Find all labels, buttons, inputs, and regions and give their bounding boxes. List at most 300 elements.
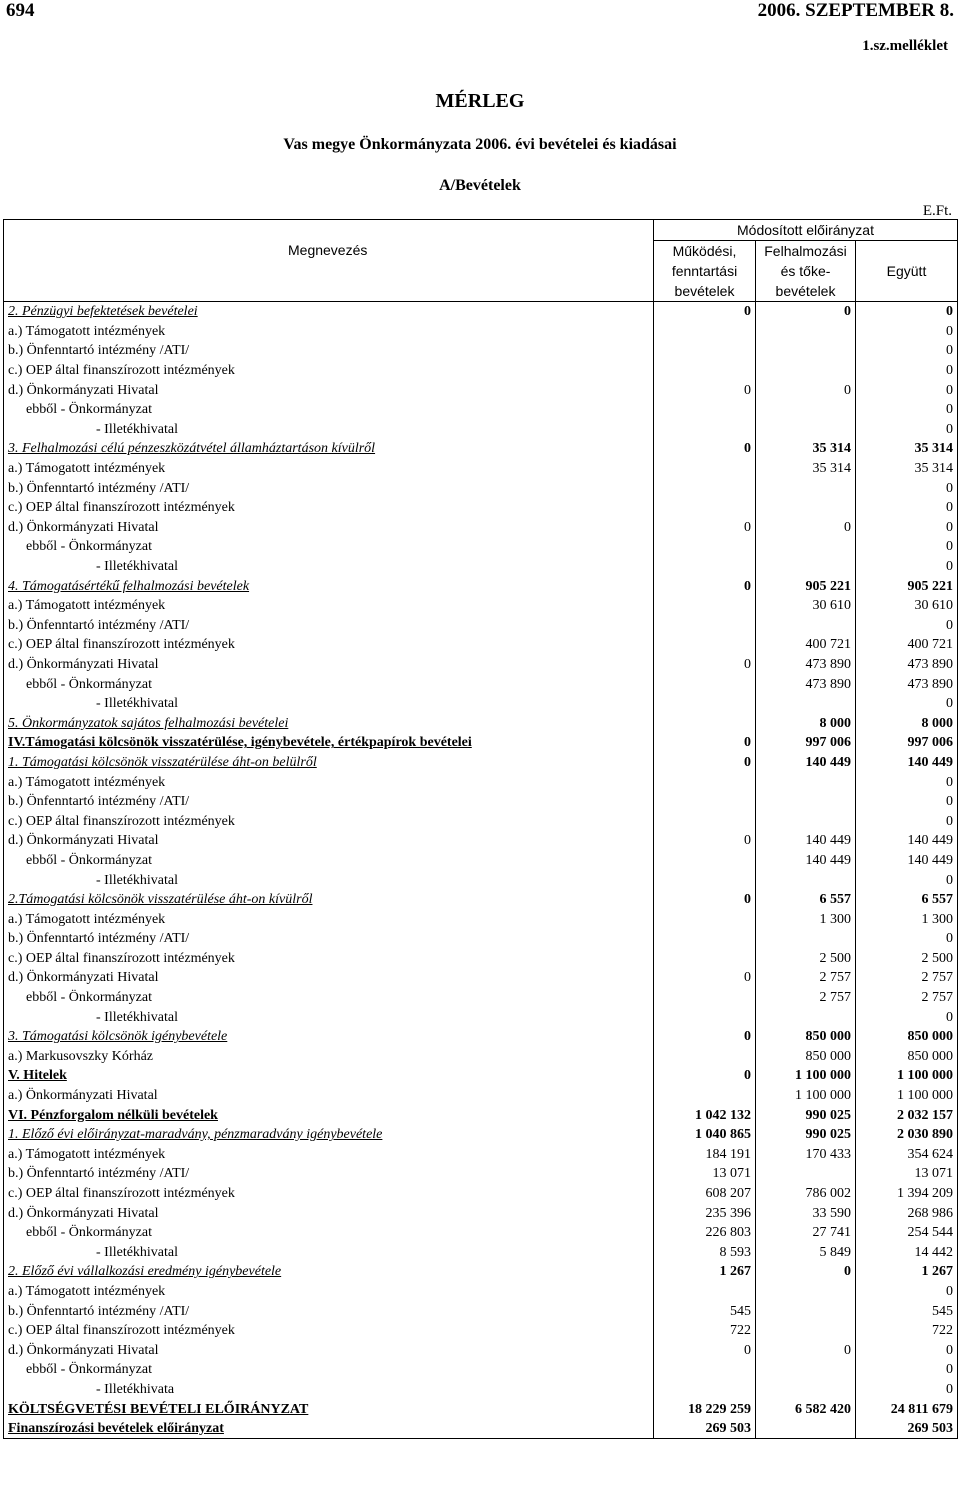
operating-value — [654, 674, 756, 694]
table-row — [4, 1105, 958, 1125]
row-label — [4, 1125, 654, 1145]
operating-value — [654, 400, 756, 420]
table-row — [4, 713, 958, 733]
row-label-text: c.) OEP által finanszírozott intézmények — [8, 363, 235, 379]
operating-value — [654, 870, 756, 890]
table-row — [4, 1047, 958, 1067]
total-value: 0 — [856, 302, 958, 322]
table-row — [4, 1360, 958, 1380]
table-row — [4, 1223, 958, 1243]
total-value: 905 221 — [856, 576, 958, 596]
row-label-text: ebből - Önkormányzat — [26, 990, 152, 1006]
total-value: 0 — [856, 616, 958, 636]
operating-value — [654, 929, 756, 949]
table-row — [4, 420, 958, 440]
total-value: 14 442 — [856, 1243, 958, 1263]
row-label-text: KÖLTSÉGVETÉSI BEVÉTELI ELŐIRÁNYZAT — [8, 1401, 309, 1417]
table-row — [4, 1145, 958, 1165]
row-label-text: b.) Önfenntartó intézmény /ATI/ — [8, 794, 190, 810]
total-value: 0 — [856, 361, 958, 381]
document-title: MÉRLEG — [435, 90, 525, 112]
row-label — [4, 655, 654, 675]
total-value: 0 — [856, 929, 958, 949]
row-label-text: d.) Önkormányzati Hivatal — [8, 833, 159, 849]
total-value: 30 610 — [856, 596, 958, 616]
row-label — [4, 1243, 654, 1263]
row-label-text: - Illetékhivatal — [96, 559, 179, 575]
row-label — [4, 831, 654, 851]
operating-value — [654, 322, 756, 342]
row-label — [4, 811, 654, 831]
row-label-text: d.) Önkormányzati Hivatal — [8, 1205, 159, 1221]
row-label — [4, 1066, 654, 1086]
total-value: 2 500 — [856, 949, 958, 969]
capital-value: 140 449 — [756, 831, 856, 851]
row-label — [4, 400, 654, 420]
table-row — [4, 1066, 958, 1086]
annex-label: 1.sz.melléklet — [862, 38, 948, 54]
table-body — [4, 302, 958, 1439]
capital-value: 2 757 — [756, 968, 856, 988]
total-value: 997 006 — [856, 733, 958, 753]
row-label — [4, 792, 654, 812]
total-value: 268 986 — [856, 1203, 958, 1223]
total-value: 2 757 — [856, 988, 958, 1008]
row-label-text: 3. Támogatási kölcsönök igénybevétele — [8, 1029, 228, 1045]
total-value: 850 000 — [856, 1027, 958, 1047]
total-value: 354 624 — [856, 1145, 958, 1165]
row-label — [4, 361, 654, 381]
operating-value — [654, 1007, 756, 1027]
row-label — [4, 949, 654, 969]
table-row — [4, 616, 958, 636]
column-header-operating-line-3: bevételek — [674, 283, 735, 299]
operating-value: 184 191 — [654, 1145, 756, 1165]
capital-value — [756, 694, 856, 714]
total-value: 0 — [856, 498, 958, 518]
table-row — [4, 439, 958, 459]
unit-label: E.Ft. — [922, 203, 952, 219]
operating-value — [654, 1086, 756, 1106]
table-row — [4, 988, 958, 1008]
capital-value — [756, 1282, 856, 1302]
row-label-text: - Illetékhivatal — [96, 421, 179, 437]
operating-value: 18 229 259 — [654, 1399, 756, 1419]
operating-value: 0 — [654, 753, 756, 773]
capital-value: 990 025 — [756, 1105, 856, 1125]
operating-value — [654, 635, 756, 655]
row-label — [4, 1301, 654, 1321]
table-row — [4, 302, 958, 322]
capital-value: 850 000 — [756, 1027, 856, 1047]
operating-value: 608 207 — [654, 1184, 756, 1204]
operating-value: 0 — [654, 733, 756, 753]
total-value: 0 — [856, 518, 958, 538]
row-label — [4, 909, 654, 929]
row-label-text: ebből - Önkormányzat — [26, 1225, 152, 1241]
operating-value: 0 — [654, 1340, 756, 1360]
total-value: 269 503 — [856, 1419, 958, 1439]
total-value: 0 — [856, 1380, 958, 1400]
total-value: 0 — [856, 1007, 958, 1027]
capital-value: 0 — [756, 1262, 856, 1282]
row-label-text: 1. Támogatási kölcsönök visszatérülése áht-on belülről — [8, 754, 317, 770]
total-value: 0 — [856, 811, 958, 831]
capital-value: 786 002 — [756, 1184, 856, 1204]
row-label — [4, 380, 654, 400]
total-value: 0 — [856, 792, 958, 812]
table-row — [4, 949, 958, 969]
total-value: 8 000 — [856, 713, 958, 733]
operating-value — [654, 1380, 756, 1400]
row-label-text: 2.Támogatási kölcsönök visszatérülése áht-on kívülről — [8, 892, 313, 908]
capital-value: 27 741 — [756, 1223, 856, 1243]
operating-value: 0 — [654, 968, 756, 988]
column-header-capital-line-1: Felhalmozási — [764, 243, 847, 259]
row-label — [4, 1164, 654, 1184]
row-label-text: b.) Önfenntartó intézmény /ATI/ — [8, 480, 190, 496]
row-label-text: - Illetékhivatal — [96, 872, 179, 888]
capital-value: 997 006 — [756, 733, 856, 753]
table-row — [4, 537, 958, 557]
operating-value — [654, 792, 756, 812]
table-row — [4, 1419, 958, 1439]
table-row — [4, 870, 958, 890]
capital-value: 6 582 420 — [756, 1399, 856, 1419]
capital-value: 30 610 — [756, 596, 856, 616]
row-label-text: c.) OEP által finanszírozott intézmények — [8, 1186, 235, 1202]
row-label-text: c.) OEP által finanszírozott intézmények — [8, 1323, 235, 1339]
row-label — [4, 968, 654, 988]
total-value: 35 314 — [856, 459, 958, 479]
row-label — [4, 1027, 654, 1047]
operating-value — [654, 811, 756, 831]
operating-value — [654, 1047, 756, 1067]
row-label-text: VI. Pénzforgalom nélküli bevételek — [8, 1107, 218, 1123]
row-label — [4, 498, 654, 518]
capital-value — [756, 557, 856, 577]
capital-value: 1 100 000 — [756, 1066, 856, 1086]
operating-value — [654, 537, 756, 557]
table-row — [4, 1027, 958, 1047]
capital-value: 473 890 — [756, 655, 856, 675]
total-value: 2 032 157 — [856, 1105, 958, 1125]
table-row — [4, 674, 958, 694]
row-label-text: a.) Támogatott intézmények — [8, 461, 166, 477]
row-label — [4, 635, 654, 655]
total-value: 473 890 — [856, 655, 958, 675]
operating-value: 0 — [654, 655, 756, 675]
total-value: 140 449 — [856, 831, 958, 851]
row-label — [4, 1184, 654, 1204]
table-row — [4, 1007, 958, 1027]
capital-value — [756, 792, 856, 812]
row-label — [4, 1047, 654, 1067]
operating-value — [654, 988, 756, 1008]
table-row — [4, 1321, 958, 1341]
capital-value: 0 — [756, 518, 856, 538]
table-row — [4, 792, 958, 812]
row-label-text: - Illetékhivata — [96, 1381, 175, 1397]
capital-value — [756, 772, 856, 792]
row-label-text: a.) Támogatott intézmények — [8, 598, 166, 614]
row-label — [4, 322, 654, 342]
table-row — [4, 929, 958, 949]
column-header-capital — [756, 241, 856, 302]
document-subtitle: Vas megye Önkormányzata 2006. évi bevételei és kiadásai — [283, 136, 677, 153]
row-label — [4, 341, 654, 361]
capital-value: 473 890 — [756, 674, 856, 694]
row-label — [4, 420, 654, 440]
capital-value — [756, 322, 856, 342]
section-title: A/Bevételek — [439, 177, 521, 194]
total-value: 0 — [856, 478, 958, 498]
total-value: 0 — [856, 1282, 958, 1302]
row-label-text: - Illetékhivatal — [96, 1009, 179, 1025]
operating-value: 269 503 — [654, 1419, 756, 1439]
table-row — [4, 694, 958, 714]
operating-value — [654, 909, 756, 929]
row-label-text: IV.Támogatási kölcsönök visszatérülése, igénybevétele, értékpapírok bevételei — [8, 735, 472, 751]
row-label-text: ebből - Önkormányzat — [26, 676, 152, 692]
operating-value: 226 803 — [654, 1223, 756, 1243]
row-label-text: 3. Felhalmozási célú pénzeszközátvétel államháztartáson kívülről — [8, 441, 376, 457]
row-label-text: d.) Önkormányzati Hivatal — [8, 519, 159, 535]
table-row — [4, 1086, 958, 1106]
row-label — [4, 557, 654, 577]
capital-value — [756, 811, 856, 831]
row-label — [4, 616, 654, 636]
operating-value: 0 — [654, 302, 756, 322]
row-label — [4, 870, 654, 890]
total-value: 473 890 — [856, 674, 958, 694]
column-group-header: Módosított előirányzat — [654, 220, 958, 241]
row-label-text: a.) Markusovszky Kórház — [8, 1048, 154, 1064]
total-value: 1 100 000 — [856, 1066, 958, 1086]
table-row — [4, 1380, 958, 1400]
capital-value: 2 500 — [756, 949, 856, 969]
table-row — [4, 518, 958, 538]
capital-value: 6 557 — [756, 890, 856, 910]
total-value: 13 071 — [856, 1164, 958, 1184]
table-row — [4, 400, 958, 420]
total-value: 850 000 — [856, 1047, 958, 1067]
operating-value — [654, 949, 756, 969]
row-label-text: a.) Önkormányzati Hivatal — [8, 1088, 158, 1104]
column-header-name: Megnevezés — [4, 220, 654, 302]
table-row — [4, 811, 958, 831]
table-row — [4, 596, 958, 616]
row-label — [4, 851, 654, 871]
capital-value: 905 221 — [756, 576, 856, 596]
capital-value: 0 — [756, 1340, 856, 1360]
total-value: 722 — [856, 1321, 958, 1341]
total-value: 2 757 — [856, 968, 958, 988]
row-label — [4, 459, 654, 479]
row-label — [4, 674, 654, 694]
operating-value: 0 — [654, 380, 756, 400]
row-label-text: 2. Pénzügyi befektetések bevételei — [8, 304, 198, 320]
row-label-text: a.) Támogatott intézmények — [8, 1283, 166, 1299]
capital-value: 8 000 — [756, 713, 856, 733]
row-label-text: b.) Önfenntartó intézmény /ATI/ — [8, 1166, 190, 1182]
row-label — [4, 1223, 654, 1243]
total-value: 0 — [856, 870, 958, 890]
table-row — [4, 1282, 958, 1302]
row-label — [4, 576, 654, 596]
operating-value: 0 — [654, 518, 756, 538]
capital-value — [756, 361, 856, 381]
capital-value: 850 000 — [756, 1047, 856, 1067]
table-row — [4, 1125, 958, 1145]
row-label-text: - Illetékhivatal — [96, 696, 179, 712]
capital-value — [756, 400, 856, 420]
total-value: 0 — [856, 1360, 958, 1380]
operating-value — [654, 498, 756, 518]
row-label — [4, 1419, 654, 1439]
total-value: 0 — [856, 322, 958, 342]
operating-value — [654, 1360, 756, 1380]
row-label — [4, 1282, 654, 1302]
capital-value — [756, 478, 856, 498]
table-row — [4, 655, 958, 675]
table-row — [4, 459, 958, 479]
row-label-text: b.) Önfenntartó intézmény /ATI/ — [8, 1303, 190, 1319]
operating-value — [654, 1282, 756, 1302]
total-value: 0 — [856, 341, 958, 361]
table-row — [4, 1203, 958, 1223]
operating-value — [654, 694, 756, 714]
row-label — [4, 772, 654, 792]
operating-value — [654, 713, 756, 733]
row-label — [4, 733, 654, 753]
row-label-text: ebből - Önkormányzat — [26, 1362, 152, 1378]
total-value: 140 449 — [856, 753, 958, 773]
total-value: 0 — [856, 537, 958, 557]
operating-value: 13 071 — [654, 1164, 756, 1184]
capital-value: 33 590 — [756, 1203, 856, 1223]
operating-value — [654, 557, 756, 577]
row-label — [4, 1321, 654, 1341]
total-value: 1 267 — [856, 1262, 958, 1282]
operating-value: 235 396 — [654, 1203, 756, 1223]
row-label — [4, 478, 654, 498]
total-value: 545 — [856, 1301, 958, 1321]
operating-value — [654, 596, 756, 616]
operating-value: 0 — [654, 576, 756, 596]
total-value: 24 811 679 — [856, 1399, 958, 1419]
row-label-text: Finanszírozási bevételek előirányzat — [8, 1421, 224, 1437]
row-label — [4, 596, 654, 616]
row-label-text: c.) OEP által finanszírozott intézmények — [8, 813, 235, 829]
capital-value: 1 100 000 — [756, 1086, 856, 1106]
row-label-text: 1. Előző évi előirányzat-maradvány, pénzmaradvány igénybevétele — [8, 1127, 383, 1143]
table-row — [4, 909, 958, 929]
row-label-text: b.) Önfenntartó intézmény /ATI/ — [8, 343, 190, 359]
table-row — [4, 341, 958, 361]
column-header-total: Együtt — [856, 241, 958, 302]
total-value: 400 721 — [856, 635, 958, 655]
row-label-text: 2. Előző évi vállalkozási eredmény igénybevétele — [8, 1264, 282, 1280]
operating-value: 1 040 865 — [654, 1125, 756, 1145]
row-label-text: 4. Támogatásértékű felhalmozási bevételek — [8, 578, 250, 594]
column-header-capital-line-2: és tőke- — [780, 263, 831, 279]
table-row — [4, 1243, 958, 1263]
table-row — [4, 968, 958, 988]
row-label — [4, 1340, 654, 1360]
total-value: 1 100 000 — [856, 1086, 958, 1106]
total-value: 1 300 — [856, 909, 958, 929]
operating-value: 0 — [654, 1066, 756, 1086]
row-label-text: b.) Önfenntartó intézmény /ATI/ — [8, 617, 190, 633]
row-label — [4, 302, 654, 322]
revenue-table — [3, 219, 958, 1439]
capital-value: 140 449 — [756, 753, 856, 773]
column-header-capital-line-3: bevételek — [775, 283, 836, 299]
table-row — [4, 1164, 958, 1184]
operating-value: 0 — [654, 1027, 756, 1047]
row-label — [4, 1007, 654, 1027]
capital-value: 1 300 — [756, 909, 856, 929]
row-label — [4, 1399, 654, 1419]
table-row — [4, 753, 958, 773]
row-label-text: ebből - Önkormányzat — [26, 539, 152, 555]
capital-value: 35 314 — [756, 439, 856, 459]
operating-value — [654, 341, 756, 361]
row-label — [4, 1086, 654, 1106]
table-row — [4, 1184, 958, 1204]
operating-value: 1 042 132 — [654, 1105, 756, 1125]
row-label-text: d.) Önkormányzati Hivatal — [8, 382, 159, 398]
capital-value — [756, 537, 856, 557]
total-value: 0 — [856, 557, 958, 577]
row-label-text: ebből - Önkormányzat — [26, 402, 152, 418]
table-row — [4, 361, 958, 381]
capital-value — [756, 1007, 856, 1027]
row-label — [4, 929, 654, 949]
table-row — [4, 322, 958, 342]
row-label-text: a.) Támogatott intézmények — [8, 1146, 166, 1162]
total-value: 254 544 — [856, 1223, 958, 1243]
column-header-operating-line-2: fenntartási — [671, 263, 738, 279]
table-row — [4, 772, 958, 792]
total-value: 0 — [856, 400, 958, 420]
row-label-text: c.) OEP által finanszírozott intézmények — [8, 500, 235, 516]
row-label-text: a.) Támogatott intézmények — [8, 323, 166, 339]
capital-value — [756, 616, 856, 636]
row-label-text: ebből - Önkormányzat — [26, 852, 152, 868]
table-row — [4, 831, 958, 851]
operating-value — [654, 420, 756, 440]
operating-value: 0 — [654, 890, 756, 910]
capital-value: 5 849 — [756, 1243, 856, 1263]
capital-value — [756, 1321, 856, 1341]
row-label — [4, 537, 654, 557]
table-row — [4, 1340, 958, 1360]
row-label — [4, 753, 654, 773]
operating-value — [654, 851, 756, 871]
row-label — [4, 439, 654, 459]
table-row — [4, 1399, 958, 1419]
issue-date: 2006. SZEPTEMBER 8. — [757, 0, 954, 21]
capital-value: 0 — [756, 380, 856, 400]
row-label — [4, 694, 654, 714]
row-label-text: c.) OEP által finanszírozott intézmények — [8, 950, 235, 966]
table-row — [4, 1301, 958, 1321]
row-label-text: d.) Önkormányzati Hivatal — [8, 970, 159, 986]
operating-value — [654, 361, 756, 381]
total-value: 0 — [856, 694, 958, 714]
